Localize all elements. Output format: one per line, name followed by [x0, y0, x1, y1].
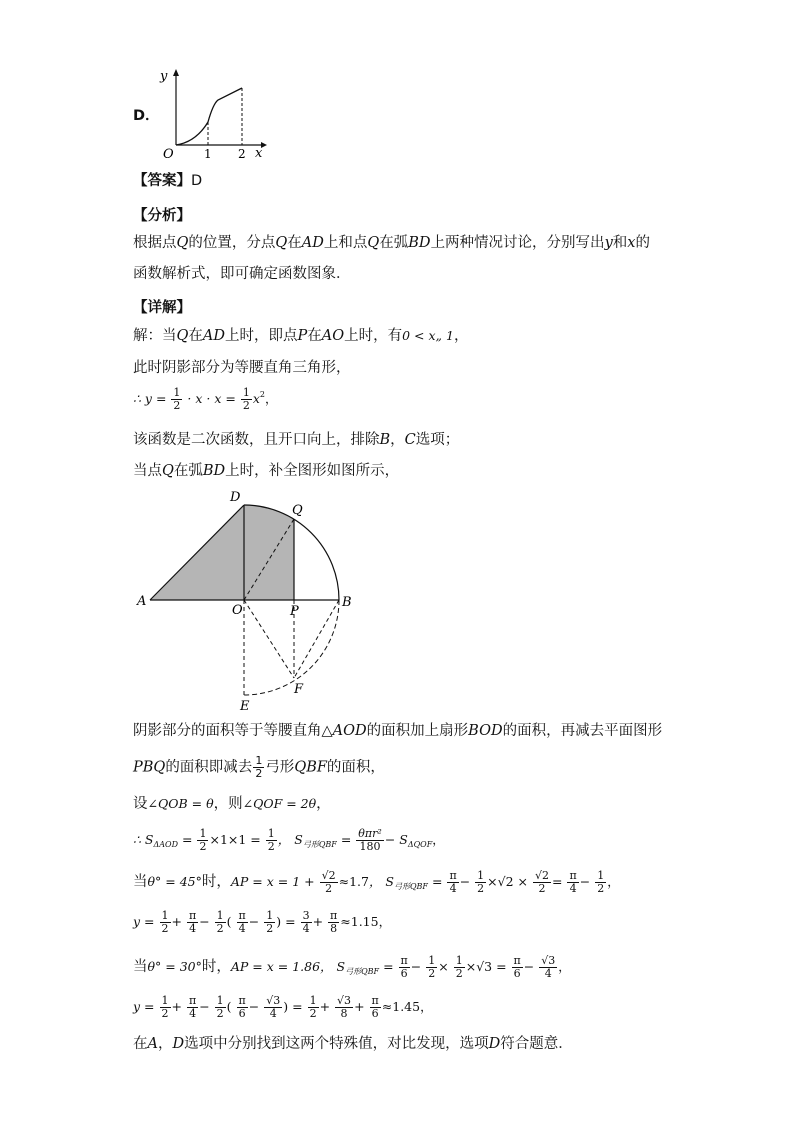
option-d-y-label: y: [160, 69, 168, 84]
detail-line-12: 当θ° = 30°时，AP = x = 1.86， $S_{弓形QBF}$ = $\frac{\pi}{6}$ − $\frac{1}{2}$ × $\frac{1}{2}$ ×√3 = $\frac{\pi}{6}$ − $\frac{√3}{4}$ ，: [133, 954, 571, 980]
option-d-tick-2: 2: [238, 147, 246, 161]
geometry-figure: [130, 485, 370, 717]
option-d-tick-1: 1: [204, 147, 212, 161]
detail-line-6: 阴影部分的面积等于等腰直角△AOD的面积加上扇形BOD的面积，再减去平面图形: [133, 723, 663, 739]
detail-line-14: 在A，D选项中分别找到这两个特殊值，对比发现，选项D符合题意．: [133, 1036, 573, 1052]
detail-line-1: 解：当Q在AD上时，即点P在AO上时，有0 < x„ 1，: [133, 328, 469, 344]
detail-line-3: ∴ y = $\frac{1}{2}$ · x · x = $\frac{1}{2}$ $x^2$，: [133, 386, 278, 412]
label-o: O: [232, 603, 243, 618]
detail-line-7: PBQ的面积即减去 $\frac{1}{2}$ 弓形QBF的面积，: [133, 754, 385, 780]
detail-line-9: ∴ $S_{\Delta AOD}$ = $\frac{1}{2}$ ×1×1 = $\frac{1}{2}$ ， $S_{弓形QBF}$ = $\frac{\text{θπr²}}{180}$ − $S_{\Delta QOF}$，: [133, 827, 445, 853]
label-p: P: [290, 604, 299, 619]
label-a: A: [137, 594, 147, 609]
detail-line-13: y = $\frac{1}{2}$ + $\frac{\pi}{4}$ − $\frac{1}{2}$ ( $\frac{\pi}{6}$ − $\frac{√3}{4}$ ) = $\frac{1}{2}$ + $\frac{√3}{8}$ + $\frac{\pi}{6}$ ≈1.45，: [133, 994, 433, 1020]
analysis-head: 【分析】: [133, 208, 191, 224]
analysis-line-2: 函数解析式，即可确定函数图象．: [133, 266, 351, 282]
label-d: D: [230, 490, 241, 505]
label-f: F: [294, 682, 304, 697]
detail-head: 【详解】: [133, 300, 191, 316]
label-e: E: [240, 699, 250, 714]
option-d-origin-label: O: [163, 147, 174, 161]
detail-line-11: y = $\frac{1}{2}$ + $\frac{\pi}{4}$ − $\frac{1}{2}$ ( $\frac{\pi}{4}$ − $\frac{1}{2}$ ) = $\frac{3}{4}$ + $\frac{\pi}{8}$ ≈1.15，: [133, 909, 392, 935]
option-d-graph: [158, 66, 270, 161]
label-b: B: [342, 595, 352, 610]
answer-head: 【答案】: [133, 173, 191, 189]
option-d-x-label: x: [255, 146, 263, 161]
detail-line-2: 此时阴影部分为等腰直角三角形，: [133, 360, 351, 376]
detail-line-8: 设∠QOB = θ，则∠QOF = 2θ，: [133, 796, 331, 812]
detail-line-10: 当θ° = 45°时，AP = x = 1 + $\frac{√2}{2}$ ≈1.7， $S_{弓形QBF}$ = $\frac{\pi}{4}$ − $\frac{1}{2}$ ×√2 × $\frac{√2}{2}$ = $\frac{\pi}{4}$ − $\frac{1}{2}$ ，: [133, 869, 620, 895]
label-q: Q: [292, 503, 303, 518]
answer-value: D: [191, 173, 203, 189]
option-d-label: D．: [133, 108, 160, 124]
detail-line-4: 该函数是二次函数，且开口向上，排除B，C选项；: [133, 432, 460, 448]
answer-line: [133, 172, 202, 190]
detail-line-5: 当点Q在弧BD上时，补全图形如图所示，: [133, 463, 400, 479]
analysis-line-1: 根据点Q的位置，分点Q在AD上和点Q在弧BD上两种情况讨论，分别写出y和x的: [133, 235, 650, 251]
